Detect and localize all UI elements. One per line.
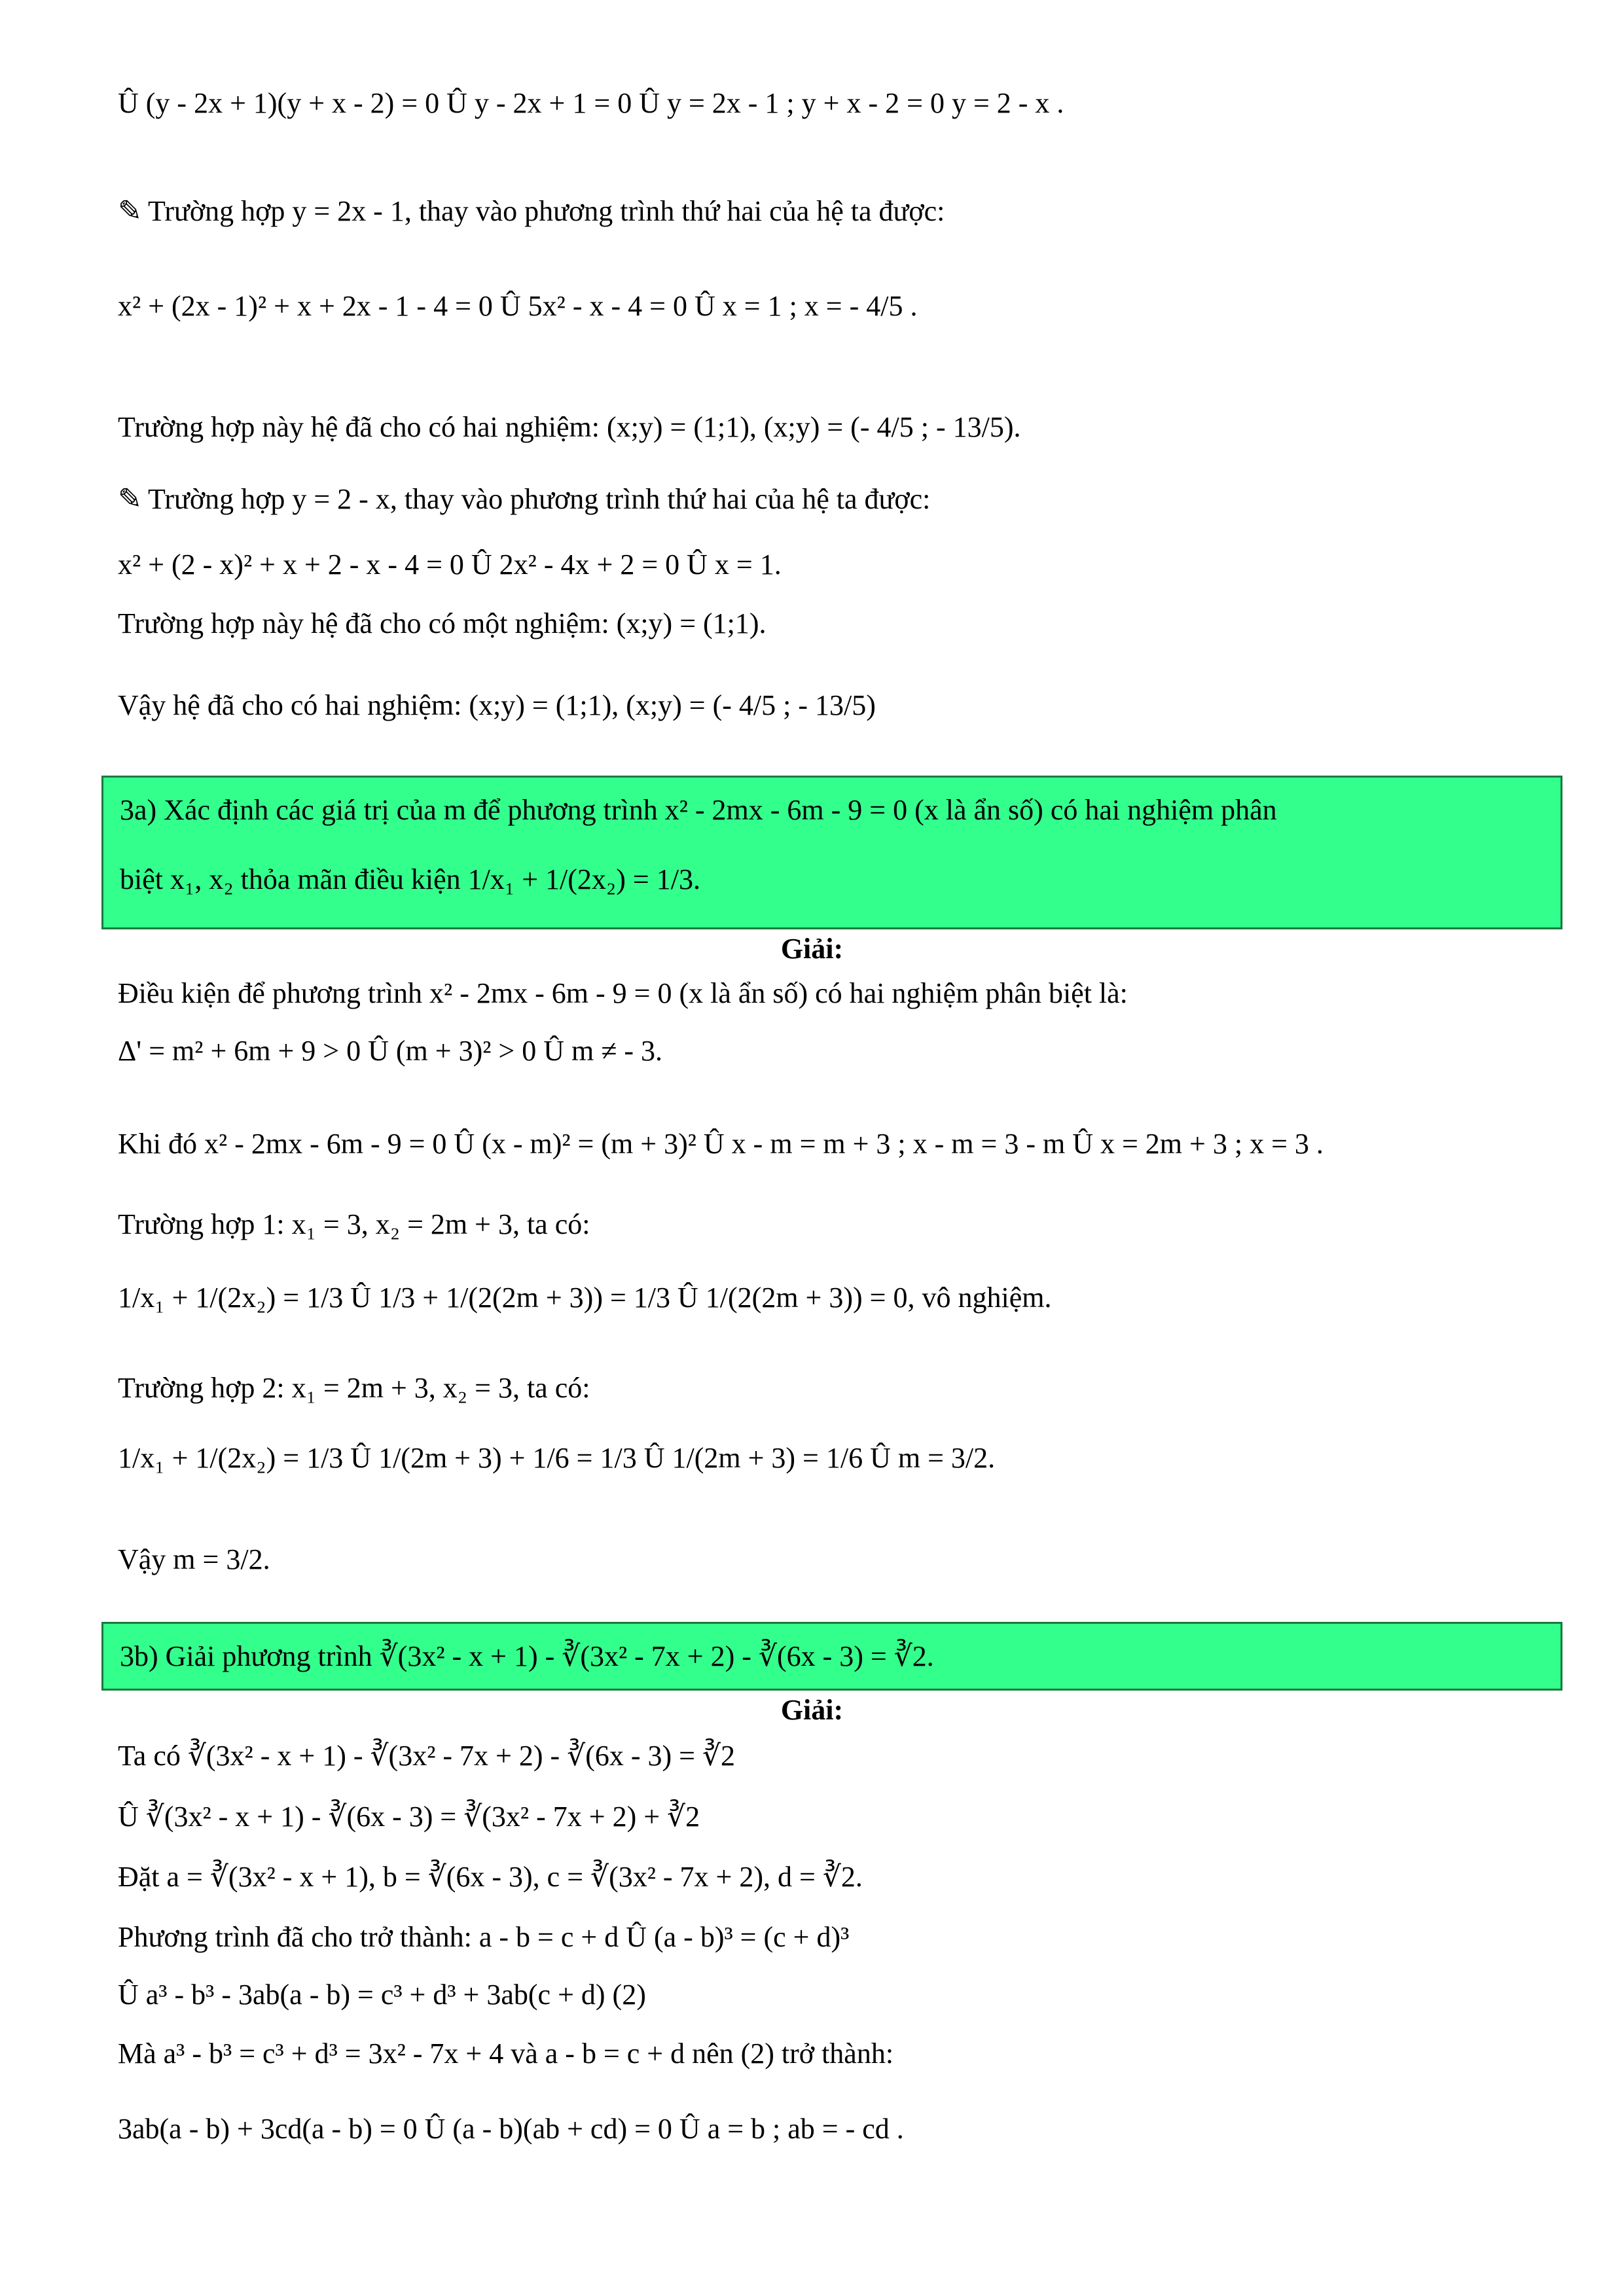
equation-line: 3ab(a - b) + 3cd(a - b) = 0 Û (a - b)(ab + cd) = 0 Û a = b ; ab = - cd .: [118, 2113, 904, 2145]
problem-3b-box: [101, 1622, 1562, 1691]
problem-3b-line: 3b) Giải phương trình ∛(3x² - x + 1) - ∛(3x² - 7x + 2) - ∛(6x - 3) = ∛2.: [120, 1640, 934, 1672]
equation-line: 1/x₁ + 1/(2x₂) = 1/3 Û 1/(2m + 3) + 1/6 = 1/3 Û 1/(2m + 3) = 1/6 Û m = 3/2.: [118, 1442, 996, 1474]
problem-3a-line1: 3a) Xác định các giá trị của m để phương trình x² - 2mx - 6m - 9 = 0 (x là ẩn số) có hai nghiệm phân: [120, 794, 1277, 826]
equation-line: Phương trình đã cho trở thành: a - b = c + d Û (a - b)³ = (c + d)³: [118, 1921, 850, 1953]
pencil-icon: ✎: [118, 195, 142, 227]
conclusion-line: Vậy hệ đã cho có hai nghiệm: (x;y) = (1;1), (x;y) = (- 4/5 ; - 13/5): [118, 689, 876, 721]
case-line: Trường hợp 1: x₁ = 3, x₂ = 2m + 3, ta có:: [118, 1208, 590, 1240]
pencil-icon: ✎: [118, 483, 142, 515]
equation-line: Δ' = m² + 6m + 9 > 0 Û (m + 3)² > 0 Û m ≠ - 3.: [118, 1035, 663, 1067]
problem-3a-box: [101, 776, 1562, 929]
equation-line: Û ∛(3x² - x + 1) - ∛(6x - 3) = ∛(3x² - 7x + 2) + ∛2: [118, 1801, 700, 1833]
text-line: Điều kiện để phương trình x² - 2mx - 6m - 9 = 0 (x là ẩn số) có hai nghiệm phân biệt là:: [118, 977, 1128, 1009]
equation-line: x² + (2x - 1)² + x + 2x - 1 - 4 = 0 Û 5x² - x - 4 = 0 Û x = 1 ; x = - 4/5 .: [118, 290, 918, 322]
equation-line: Đặt a = ∛(3x² - x + 1), b = ∛(6x - 3), c = ∛(3x² - 7x + 2), d = ∛2.: [118, 1861, 863, 1893]
equation-line: Û (y - 2x + 1)(y + x - 2) = 0 Û y - 2x + 1 = 0 Û y = 2x - 1 ; y + x - 2 = 0 y = 2 - x .: [118, 87, 1064, 119]
equation-line: 1/x₁ + 1/(2x₂) = 1/3 Û 1/3 + 1/(2(2m + 3)) = 1/3 Û 1/(2(2m + 3)) = 0, vô nghiệm.: [118, 1282, 1052, 1314]
case-line: ✎ Trường hợp y = 2x - 1, thay vào phương trình thứ hai của hệ ta được:: [118, 193, 945, 230]
equation-line: Û a³ - b³ - 3ab(a - b) = c³ + d³ + 3ab(c + d) (2): [118, 1979, 646, 2011]
text-line: Trường hợp này hệ đã cho có một nghiệm: (x;y) = (1;1).: [118, 607, 767, 639]
solution-heading: Giải:: [780, 1694, 844, 1726]
solution-heading: Giải:: [780, 933, 844, 965]
problem-3a-line2: biệt x₁, x₂ thỏa mãn điều kiện 1/x₁ + 1/(2x₂) = 1/3.: [120, 863, 700, 895]
equation-line: Khi đó x² - 2mx - 6m - 9 = 0 Û (x - m)² = (m + 3)² Û x - m = m + 3 ; x - m = 3 - m Û x = 2m + 3 ; x = 3 .: [118, 1128, 1324, 1160]
equation-line: Ta có ∛(3x² - x + 1) - ∛(3x² - 7x + 2) - ∛(6x - 3) = ∛2: [118, 1740, 736, 1772]
case-line: ✎ Trường hợp y = 2 - x, thay vào phương trình thứ hai của hệ ta được:: [118, 481, 930, 518]
text-line: Trường hợp này hệ đã cho có hai nghiệm: (x;y) = (1;1), (x;y) = (- 4/5 ; - 13/5).: [118, 411, 1021, 443]
equation-line: x² + (2 - x)² + x + 2 - x - 4 = 0 Û 2x² - 4x + 2 = 0 Û x = 1.: [118, 548, 782, 581]
case-line: Trường hợp 2: x₁ = 2m + 3, x₂ = 3, ta có:: [118, 1372, 590, 1404]
conclusion-line: Vậy m = 3/2.: [118, 1543, 270, 1575]
text-line: Mà a³ - b³ = c³ + d³ = 3x² - 7x + 4 và a - b = c + d nên (2) trở thành:: [118, 2037, 894, 2070]
